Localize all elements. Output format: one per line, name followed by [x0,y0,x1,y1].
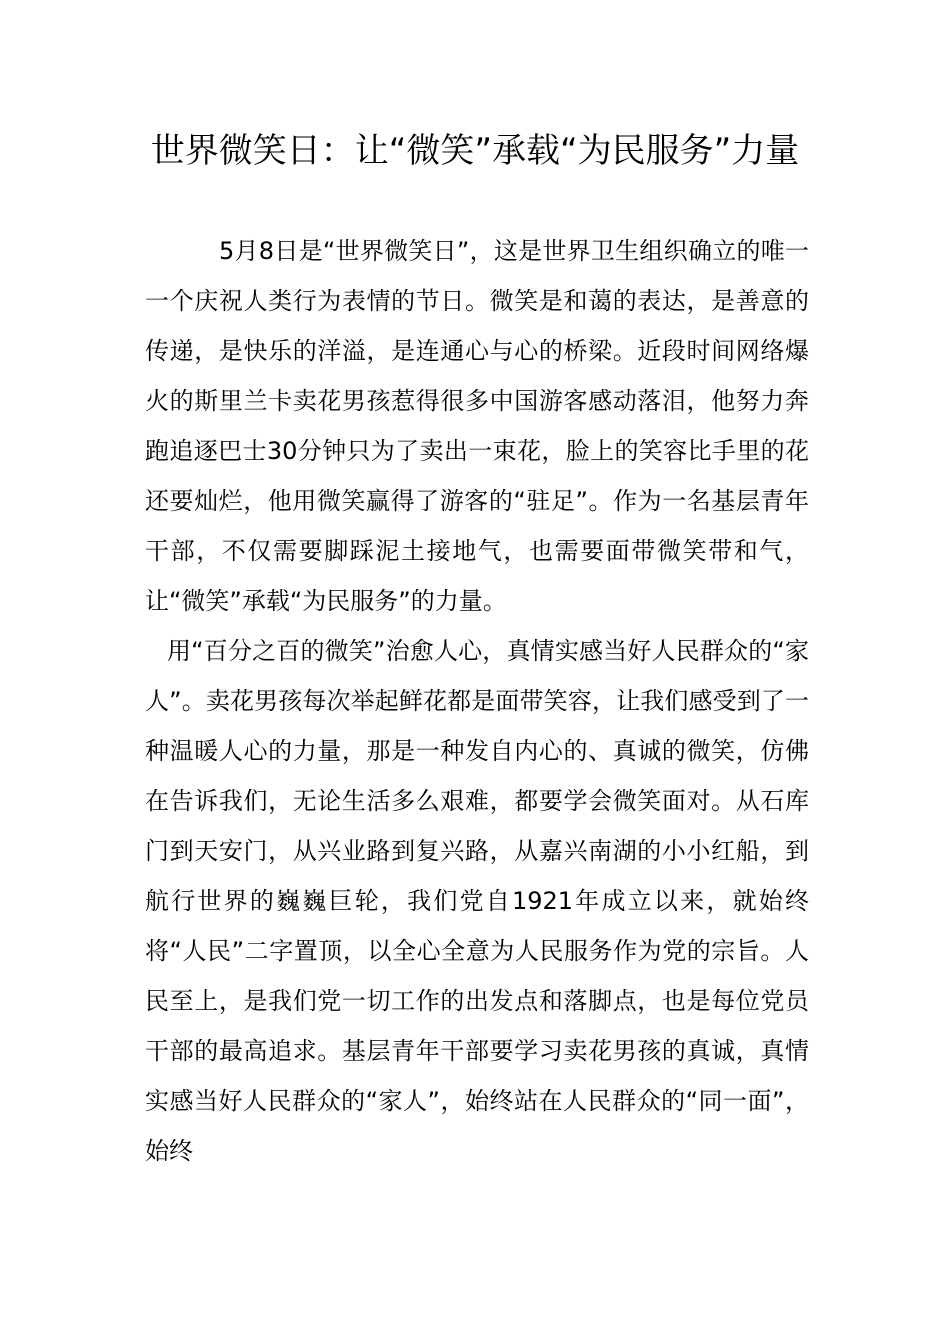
document-body [145,226,809,1176]
document-title: 世界微笑日：让“微笑”承载“为民服务”力量 [150,131,800,171]
paragraph-1: 5月8日是“世界微笑日”，这是世界卫生组织确立的唯一一个庆祝人类行为表情的节日。微笑是和蔼的表达，是善意的传递，是快乐的洋溢，是连通心与心的桥梁。近段时间网络爆火的斯里兰卡卖花男孩惹得很多中国游客感动落泪，他努力奔跑追逐巴士30分钟只为了卖出一束花，脸上的笑容比手里的花还要灿烂，他用微笑赢得了游客的“驻足”。作为一名基层青年干部，不仅需要脚踩泥土接地气，也需要面带微笑带和气，让“微笑”承载“为民服务”的力量。 [145,237,809,615]
paragraph-2: 用“百分之百的微笑”治愈人心，真情实感当好人民群众的“家人”。卖花男孩每次举起鲜花都是面带笑容，让我们感受到了一种温暖人心的力量，那是一种发自内心的、真诚的微笑，仿佛在告诉我们，无论生活多么艰难，都要学会微笑面对。从石库门到天安门，从兴业路到复兴路，从嘉兴南湖的小小红船，到航行世界的巍巍巨轮，我们党自1921年成立以来，就始终将“人民”二字置顶，以全心全意为人民服务作为党的宗旨。人民至上，是我们党一切工作的出发点和落脚点，也是每位党员干部的最高追求。基层青年干部要学习卖花男孩的真诚，真情实感当好人民群众的“家人”，始终站在人民群众的“同一面”，始终 [145,637,809,1165]
